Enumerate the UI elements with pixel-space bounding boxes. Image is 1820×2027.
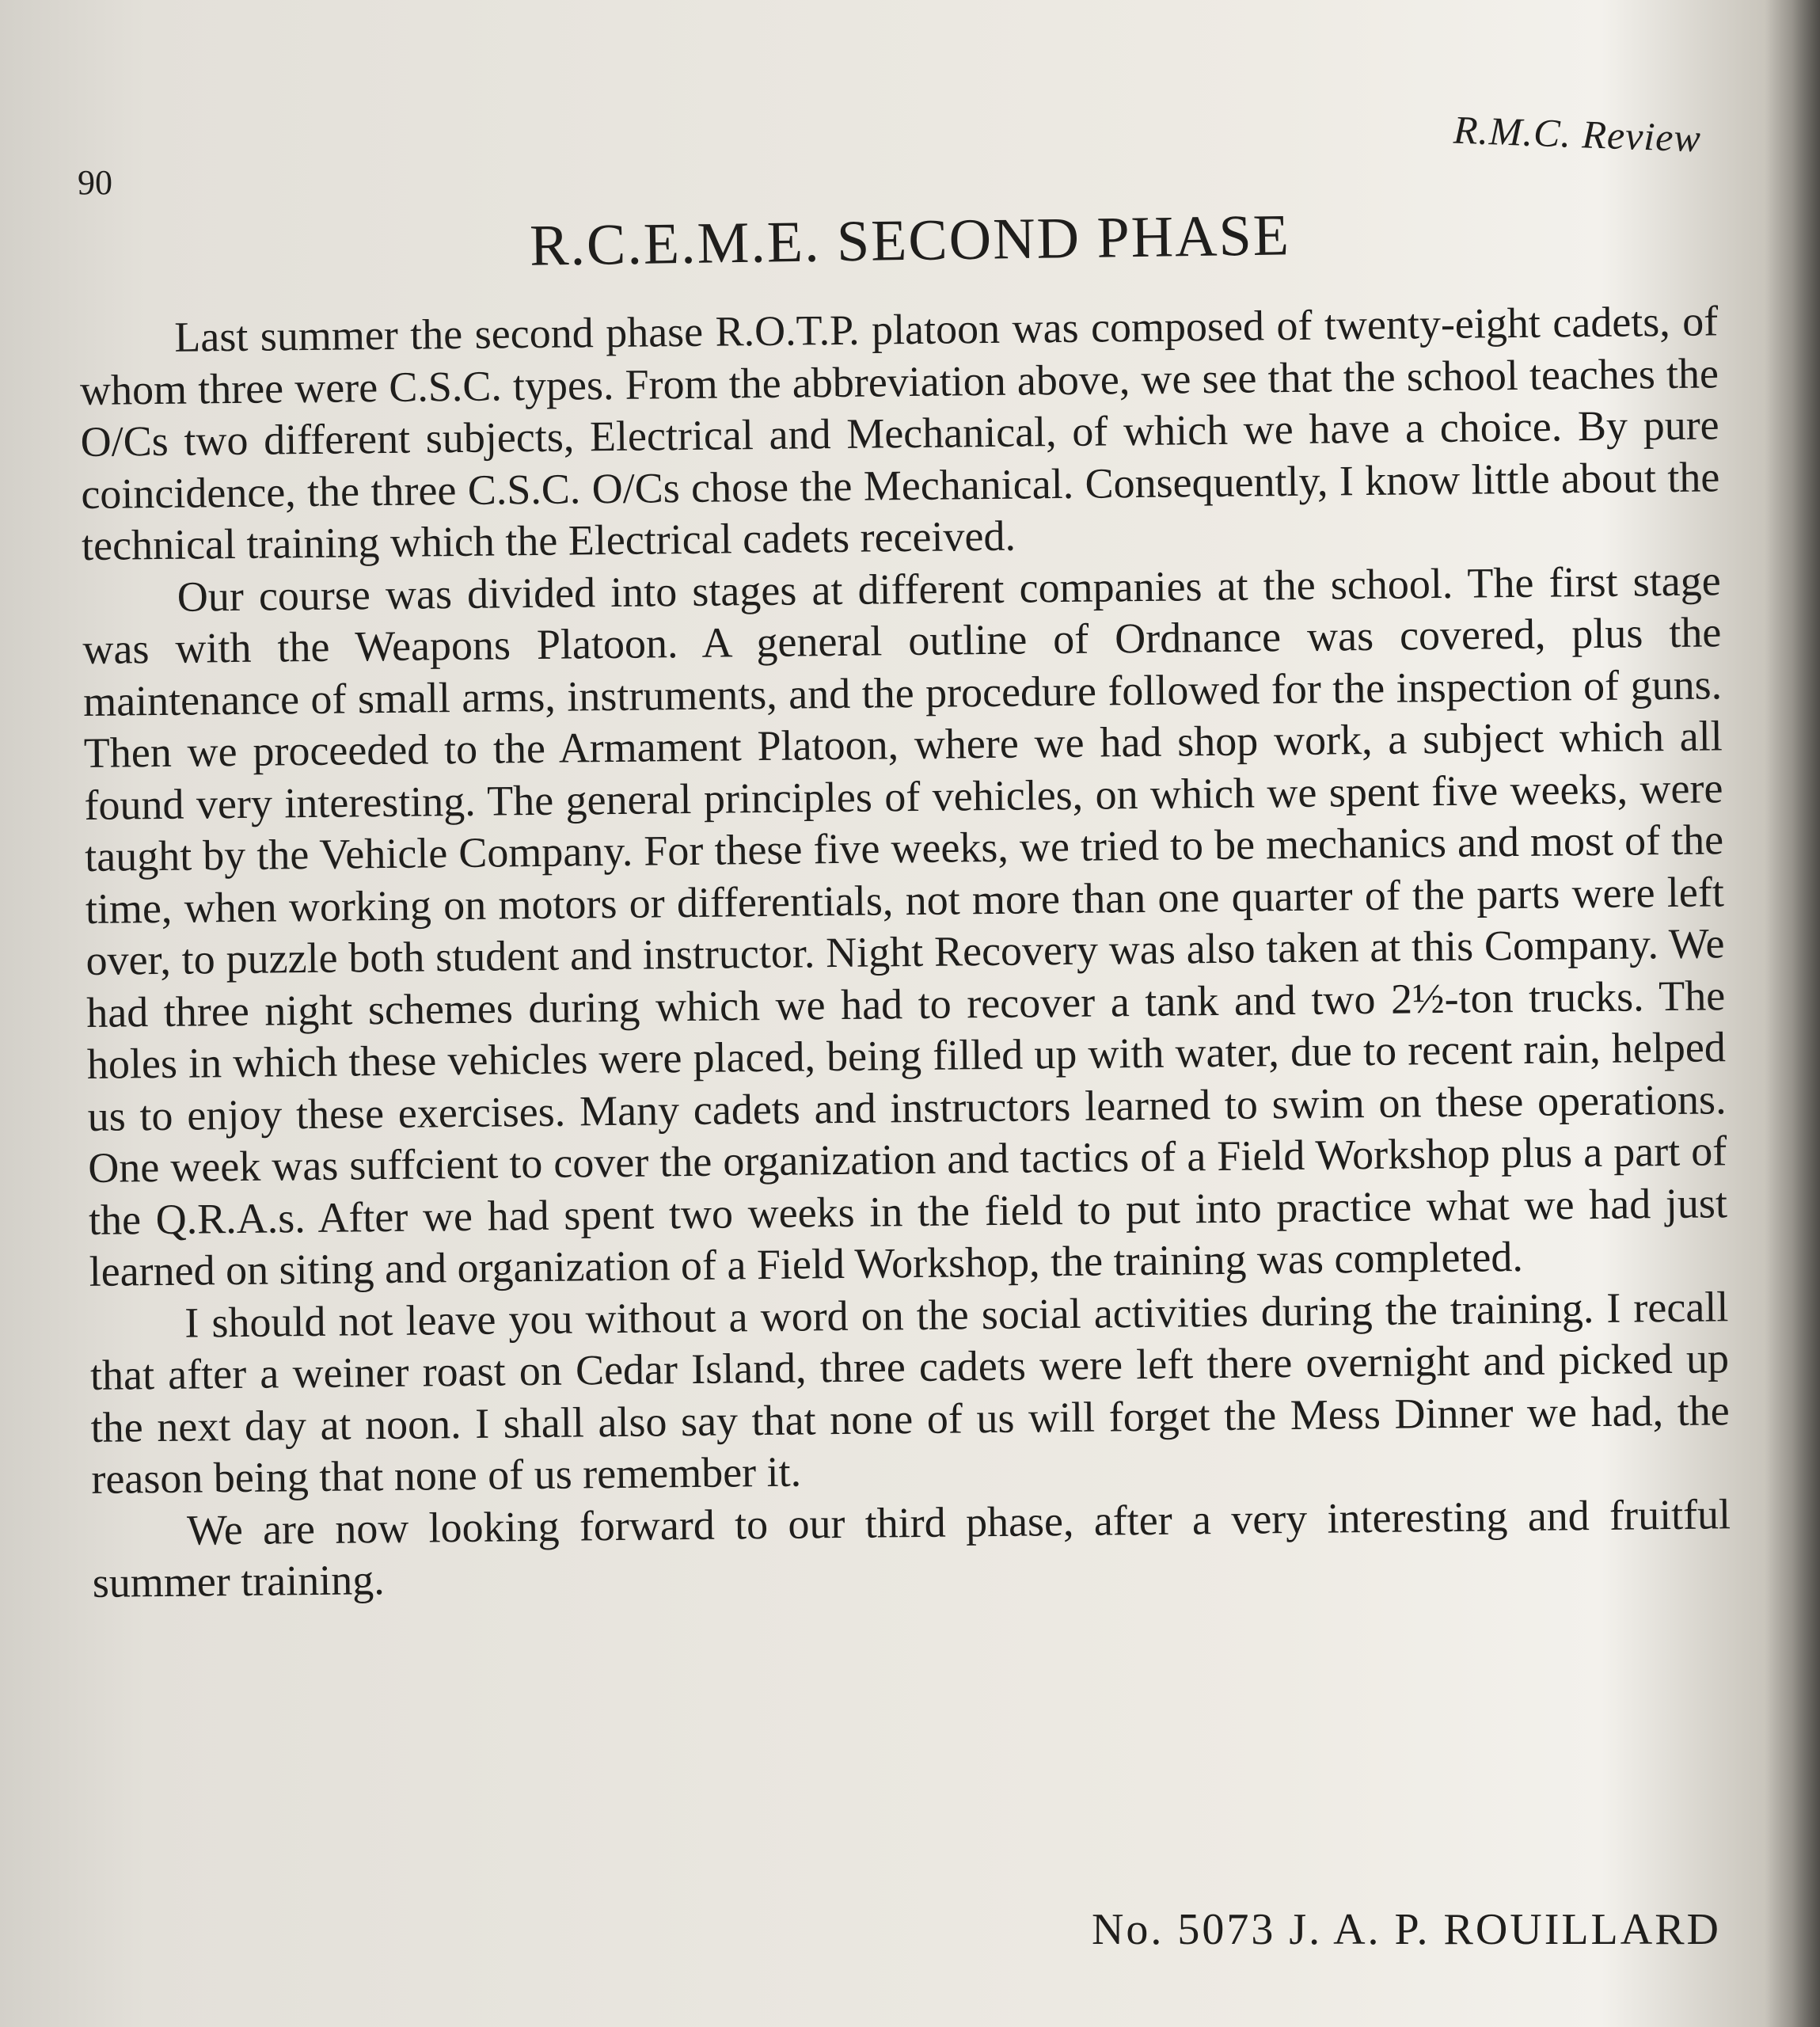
paragraph-1: Last summer the second phase R.O.T.P. platoon was composed of twenty-eight cadets, of whom three were C.S.C. types. From the abbreviation above, we see that the school teaches the O/Cs two different subjects, Electrical and Mechanical, of which we have a choice. By pure coincidence, the three C.S.C. O/Cs chose the Mechanical. Consequently, I know little about the technical training which the Electrical cadets received. xyxy=(79,297,1720,569)
article-title: R.C.E.M.E. SECOND PHASE xyxy=(529,203,1291,279)
paragraph-4: We are now looking forward to our third phase, after a very interesting and fruitful summer training. xyxy=(92,1489,1731,1607)
author-signature: No. 5073 J. A. P. ROUILLARD xyxy=(1091,1905,1721,1954)
article-body xyxy=(79,295,1731,1609)
running-head: R.M.C. Review xyxy=(1453,107,1702,161)
page-number: 90 xyxy=(78,163,112,202)
paragraph-3: I should not leave you without a word on the social activities during the training. I recall that after a weiner roast on Cedar Island, three cadets were left there overnight and picked up the next day at noon. I shall also say that none of us will forget the Mess Dinner we had, the reason being that none of us remember it. xyxy=(89,1282,1730,1503)
paragraph-2: Our course was divided into stages at different companies at the school. The first stage was with the Weapons Platoon. A general outline of Ordnance was covered, plus the maintenance of small arms, instruments, and the procedure followed for the inspection of guns. Then we proceeded to the Armament Platoon, where we had shop work, a subject which all found very interesting. The general principles of vehicles, on which we spent five weeks, were taught by the Vehicle Company. For these five weeks, we tried to be mechanics and most of the time, when working on motors or differentials, not more than one quarter of the parts were left over, to puzzle both student and instructor. Night Recovery was also taken at this Company. We had three night schemes during which we had to recover a tank and two 2½-ton trucks. The holes in which these vehicles were placed, being filled up with water, due to recent rain, helped us to enjoy these exercises. Many cadets and instructors learned to swim on these operations. One week was suffcient to cover the organization and tactics of a Field Workshop plus a part of the Q.R.A.s. After we had spent two weeks in the field to put into practice what we had just learned on siting and organization of a Field Workshop, the training was completed. xyxy=(82,556,1728,1295)
